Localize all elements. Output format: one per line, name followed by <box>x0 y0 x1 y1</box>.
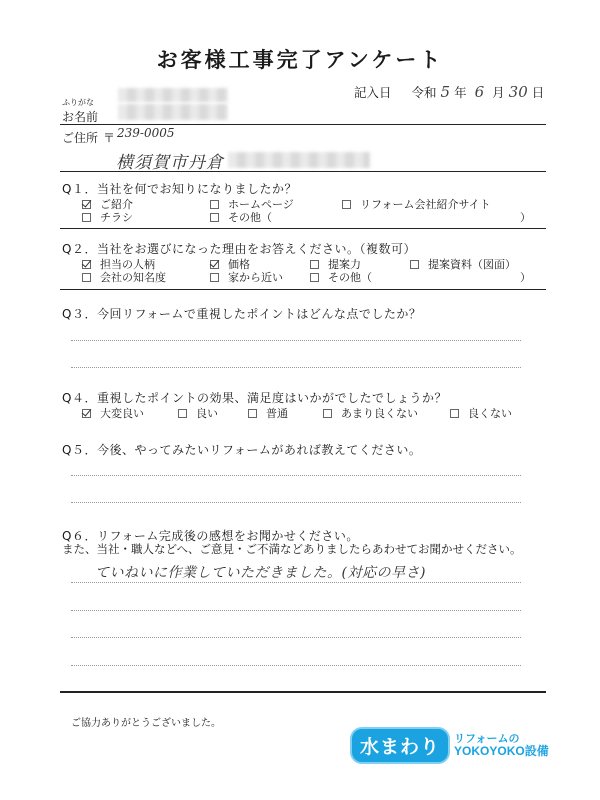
checkbox[interactable] <box>342 200 351 209</box>
option-label: 大変良い <box>100 407 144 420</box>
logo-line2: YOKOYOKO設備 <box>454 743 549 758</box>
q4-option-very-good[interactable] <box>82 405 144 421</box>
q2-option-nearby[interactable] <box>210 269 283 285</box>
thanks-text: ご協力ありがとうございました。 <box>71 718 221 729</box>
q4-option-average[interactable] <box>248 405 288 421</box>
q6-question: Q６．リフォーム完成後の感想をお聞かせください。 <box>62 529 359 543</box>
checkbox[interactable] <box>210 273 219 282</box>
q1-option-referral-site[interactable] <box>342 196 491 212</box>
option-label: ホームページ <box>228 198 294 211</box>
option-label: 提案資料（図面） <box>428 258 516 271</box>
q1-close-paren: ） <box>520 211 531 224</box>
q6-answer-line[interactable] <box>71 637 521 638</box>
checkbox[interactable] <box>310 273 319 282</box>
q2-divider <box>60 289 546 290</box>
company-logo <box>350 727 549 764</box>
q4-option-bad[interactable] <box>450 405 512 421</box>
date-month-value[interactable]: 6 <box>474 83 485 101</box>
date-year-value[interactable]: 5 <box>440 83 451 101</box>
checkbox[interactable] <box>82 213 91 222</box>
address-redacted <box>228 152 370 168</box>
option-label: ご紹介 <box>100 198 133 211</box>
q5-answer-line[interactable] <box>71 502 521 503</box>
date-day-value[interactable]: 30 <box>508 83 528 101</box>
option-label: その他（ <box>228 211 272 224</box>
page-title: お客様工事完了アンケート <box>156 48 444 72</box>
q5-answer-line[interactable] <box>71 475 521 476</box>
checkbox[interactable] <box>450 409 459 418</box>
date-year-unit: 年 <box>454 85 467 100</box>
checkbox[interactable] <box>310 260 319 269</box>
q4-question: Q４．重視したポイントの効果、満足度はいかがでしたでしょうか？ <box>62 391 447 405</box>
option-label: 担当の人柄 <box>100 258 155 271</box>
checkbox-checked[interactable] <box>82 200 91 209</box>
checkbox-checked[interactable] <box>82 409 91 418</box>
option-label: 価格 <box>228 258 250 271</box>
q2-option-reputation[interactable] <box>82 269 166 285</box>
checkbox[interactable] <box>410 260 419 269</box>
option-label: その他（ <box>328 271 372 284</box>
checkbox[interactable] <box>248 409 257 418</box>
q6-answer-handwritten[interactable]: ていねいに作業していただきました。(対応の早さ) <box>95 565 426 581</box>
option-label: 良くない <box>468 407 512 420</box>
checkbox-checked[interactable] <box>210 260 219 269</box>
option-label: あまり良くない <box>341 407 418 420</box>
q5-question: Q５．今後、やってみたいリフォームがあれば教えてください。 <box>62 443 422 457</box>
name-redacted <box>118 104 228 120</box>
option-label: 提案力 <box>328 258 361 271</box>
logo-line1: リフォームの <box>454 732 520 746</box>
q2-question: Q２．当社をお選びになった理由をお答えください。（複数可） <box>62 242 416 256</box>
option-label: 会社の知名度 <box>100 271 166 284</box>
date-day-unit: 日 <box>531 85 545 100</box>
address-label: ご住所 <box>62 131 99 145</box>
option-label: 普通 <box>266 407 288 420</box>
date-month-unit: 月 <box>492 85 505 100</box>
checkbox[interactable] <box>323 409 332 418</box>
entry-date <box>354 83 544 101</box>
option-label: チラシ <box>100 211 133 224</box>
q1-option-flyer[interactable] <box>82 209 133 225</box>
q3-question: Q３．今回リフォームで重視したポイントはどんな点でしたか？ <box>62 307 422 321</box>
q2-option-proposal-docs[interactable] <box>410 256 516 272</box>
q6-answer-line[interactable] <box>71 582 521 583</box>
q1-question: Q１．当社を何でお知りになりましたか？ <box>62 182 297 196</box>
date-label: 記入日 <box>354 85 392 100</box>
q6-answer-line[interactable] <box>71 610 521 611</box>
checkbox[interactable] <box>210 200 219 209</box>
option-label: 良い <box>196 407 218 420</box>
logo-badge: 水まわり <box>350 727 450 764</box>
postal-code-value[interactable]: 239-0005 <box>117 126 175 140</box>
checkbox-checked[interactable] <box>82 260 91 269</box>
address-underline <box>60 171 546 172</box>
q3-answer-line[interactable] <box>71 340 521 341</box>
name-label: お名前 <box>62 110 99 124</box>
q4-option-good[interactable] <box>178 405 218 421</box>
furigana-redacted <box>118 88 228 102</box>
q3-answer-line[interactable] <box>71 367 521 368</box>
q6-answer-line[interactable] <box>71 665 521 666</box>
address-value[interactable]: 横須賀市丹倉 <box>116 153 224 173</box>
furigana-label: ふりがな <box>62 98 94 107</box>
q4-option-not-so-good[interactable] <box>323 405 418 421</box>
q1-option-other[interactable] <box>210 209 272 225</box>
date-era: 令和 <box>411 85 437 100</box>
q2-option-other[interactable] <box>310 269 372 285</box>
checkbox[interactable] <box>178 409 187 418</box>
checkbox[interactable] <box>210 213 219 222</box>
option-label: 家から近い <box>228 271 283 284</box>
postal-mark: 〒 <box>103 131 116 145</box>
name-underline <box>60 124 546 125</box>
q6-question-line2: また、当社・職人などへ、ご意見・ご不満などありましたらあわせてお聞かせください。 <box>62 542 522 556</box>
q2-close-paren: ） <box>520 271 531 284</box>
bottom-divider <box>60 691 546 693</box>
q1-divider <box>60 228 546 229</box>
checkbox[interactable] <box>82 273 91 282</box>
option-label: リフォーム会社紹介サイト <box>360 198 491 211</box>
